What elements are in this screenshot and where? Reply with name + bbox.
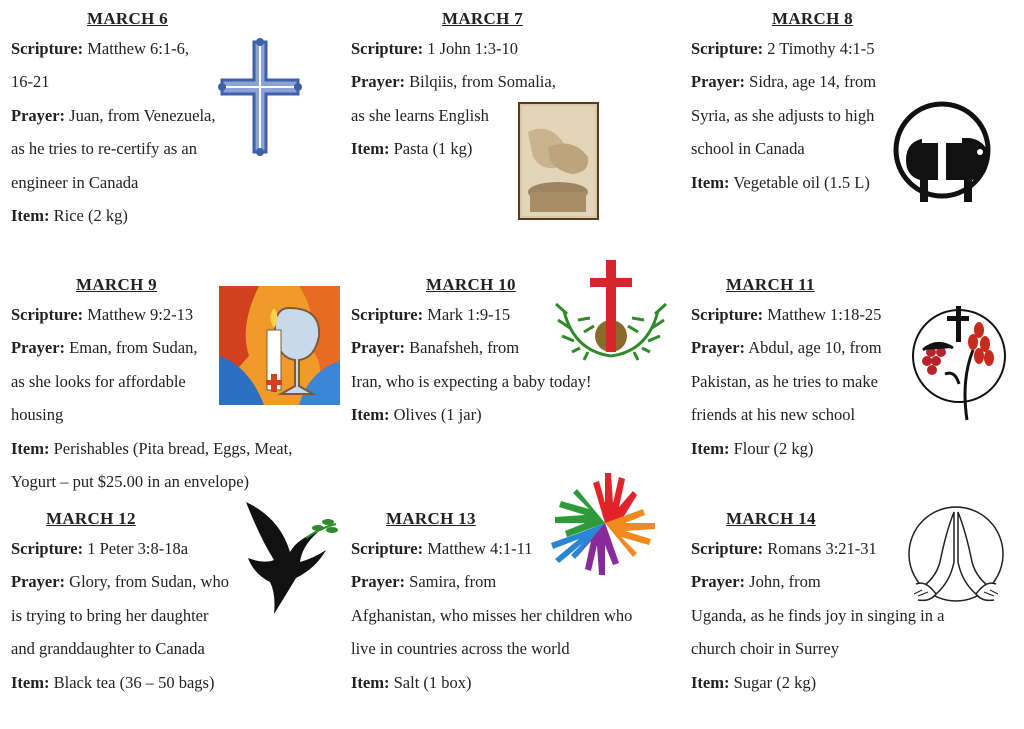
item-label: Item: xyxy=(691,672,730,692)
prayer-cont: Uganda, as he finds joy in singing in a xyxy=(691,605,945,625)
item-label: Item: xyxy=(351,405,390,425)
prayer-cont: as he tries to re-certify as an xyxy=(11,139,197,159)
prayer-cont: engineer in Canada xyxy=(11,172,139,192)
prayer-cont: school in Canada xyxy=(691,139,805,159)
item-cont: Yogurt – put $25.00 in an envelope) xyxy=(11,471,250,491)
prayer-text: Glory, from Sudan, who xyxy=(69,572,229,592)
prayer-cont: and granddaughter to Canada xyxy=(11,639,205,659)
item-text: Vegetable oil (1.5 L) xyxy=(733,172,870,192)
scripture-ref: Mark 1:9-15 xyxy=(427,305,511,324)
prayer-text: John, from xyxy=(749,572,821,592)
colorful-hands-icon xyxy=(543,463,667,585)
washing-hands-icon xyxy=(518,102,599,220)
entry-date: MARCH 9 xyxy=(76,275,157,294)
prayer-cont: friends at his new school xyxy=(691,405,856,425)
item-label: Item: xyxy=(351,139,390,159)
dove-icon xyxy=(240,498,340,616)
item-text: Salt (1 box) xyxy=(393,672,472,692)
prayer-cont: Syria, as she adjusts to high xyxy=(691,105,875,125)
prayer-cont: as she learns English xyxy=(351,105,489,125)
prayer-cont: housing xyxy=(11,405,64,425)
item-text: Sugar (2 kg) xyxy=(733,672,817,692)
praying-hands-icon xyxy=(906,502,1006,610)
scripture-ref: Matthew 6:1-6, xyxy=(87,39,189,58)
prayer-label: Prayer: xyxy=(11,572,66,592)
prayer-label: Prayer: xyxy=(11,338,66,358)
item-label: Item: xyxy=(691,438,730,458)
prayer-cont: Pakistan, as he tries to make xyxy=(691,371,878,391)
item-label: Item: xyxy=(351,672,390,692)
prayer-label: Prayer: xyxy=(11,105,66,125)
entry-date: MARCH 7 xyxy=(442,9,523,28)
scripture-ref: Matthew 4:1-11 xyxy=(427,539,533,558)
item-label: Item: xyxy=(11,205,50,225)
prayer-text: Sidra, age 14, from xyxy=(749,72,877,92)
item-text: Flour (2 kg) xyxy=(733,438,814,458)
prayer-text: Samira, from xyxy=(409,572,497,592)
entry-date: MARCH 6 xyxy=(87,9,168,28)
prayer-cont: as she looks for affordable xyxy=(11,371,186,391)
prayer-cont: church choir in Surrey xyxy=(691,639,839,659)
prayer-cont: live in countries across the world xyxy=(351,639,570,659)
item-text: Olives (1 jar) xyxy=(393,405,482,425)
scripture-ref: 1 Peter 3:8-18a xyxy=(87,539,189,558)
scripture-label: Scripture: xyxy=(11,305,84,324)
scripture-label: Scripture: xyxy=(351,305,424,324)
entry-date: MARCH 11 xyxy=(726,275,815,294)
prayer-label: Prayer: xyxy=(691,572,746,592)
entry-date: MARCH 12 xyxy=(46,509,136,528)
prayer-label: Prayer: xyxy=(691,338,746,358)
item-text: Perishables (Pita bread, Eggs, Meat, xyxy=(53,438,293,458)
item-label: Item: xyxy=(691,172,730,192)
scripture-label: Scripture: xyxy=(691,539,764,558)
prayer-cont: Afghanistan, who misses her children who xyxy=(351,605,633,625)
prayer-label: Prayer: xyxy=(351,72,406,92)
scripture-ref: Matthew 9:2-13 xyxy=(87,305,194,324)
scripture-label: Scripture: xyxy=(691,39,764,58)
item-label: Item: xyxy=(11,672,50,692)
entry-date: MARCH 8 xyxy=(772,9,853,28)
scripture-label: Scripture: xyxy=(351,539,424,558)
entry-date: MARCH 13 xyxy=(386,509,476,528)
scripture-label: Scripture: xyxy=(11,539,84,558)
scripture-ref: 2 Timothy 4:1-5 xyxy=(767,39,875,58)
prayer-label: Prayer: xyxy=(351,572,406,592)
entry-date: MARCH 10 xyxy=(426,275,516,294)
entry-march-7 xyxy=(351,6,681,166)
prayer-text: Abdul, age 10, from xyxy=(748,338,882,358)
scripture-label: Scripture: xyxy=(691,305,764,324)
item-text: Pasta (1 kg) xyxy=(393,139,473,159)
item-text: Black tea (36 – 50 bags) xyxy=(53,672,215,692)
scripture-cont: 16-21 xyxy=(11,72,50,92)
cross-icon xyxy=(218,38,302,156)
scripture-ref: Matthew 1:18-25 xyxy=(767,305,882,324)
scripture-ref: 1 John 1:3-10 xyxy=(427,39,518,58)
prayer-text: Eman, from Sudan, xyxy=(69,338,198,358)
scripture-label: Scripture: xyxy=(351,39,424,58)
prayer-label: Prayer: xyxy=(351,338,406,358)
cross-wreath-icon xyxy=(554,256,668,370)
item-label: Item: xyxy=(11,438,50,458)
scripture-label: Scripture: xyxy=(11,39,84,58)
lamb-cross-icon xyxy=(892,100,998,210)
scripture-ref: Romans 3:21-31 xyxy=(767,539,877,558)
prayer-text: Juan, from Venezuela, xyxy=(69,105,216,125)
entry-date: MARCH 14 xyxy=(726,509,816,528)
item-text: Rice (2 kg) xyxy=(53,205,128,225)
prayer-text: Banafsheh, from xyxy=(409,338,520,358)
prayer-cont: Iran, who is expecting a baby today! xyxy=(351,371,592,391)
prayer-label: Prayer: xyxy=(691,72,746,92)
prayer-text: Bilqiis, from Somalia, xyxy=(409,72,556,92)
prayer-cont: is trying to bring her daughter xyxy=(11,605,209,625)
candle-chalice-icon xyxy=(219,286,340,405)
grapes-wheat-icon xyxy=(909,300,1009,422)
